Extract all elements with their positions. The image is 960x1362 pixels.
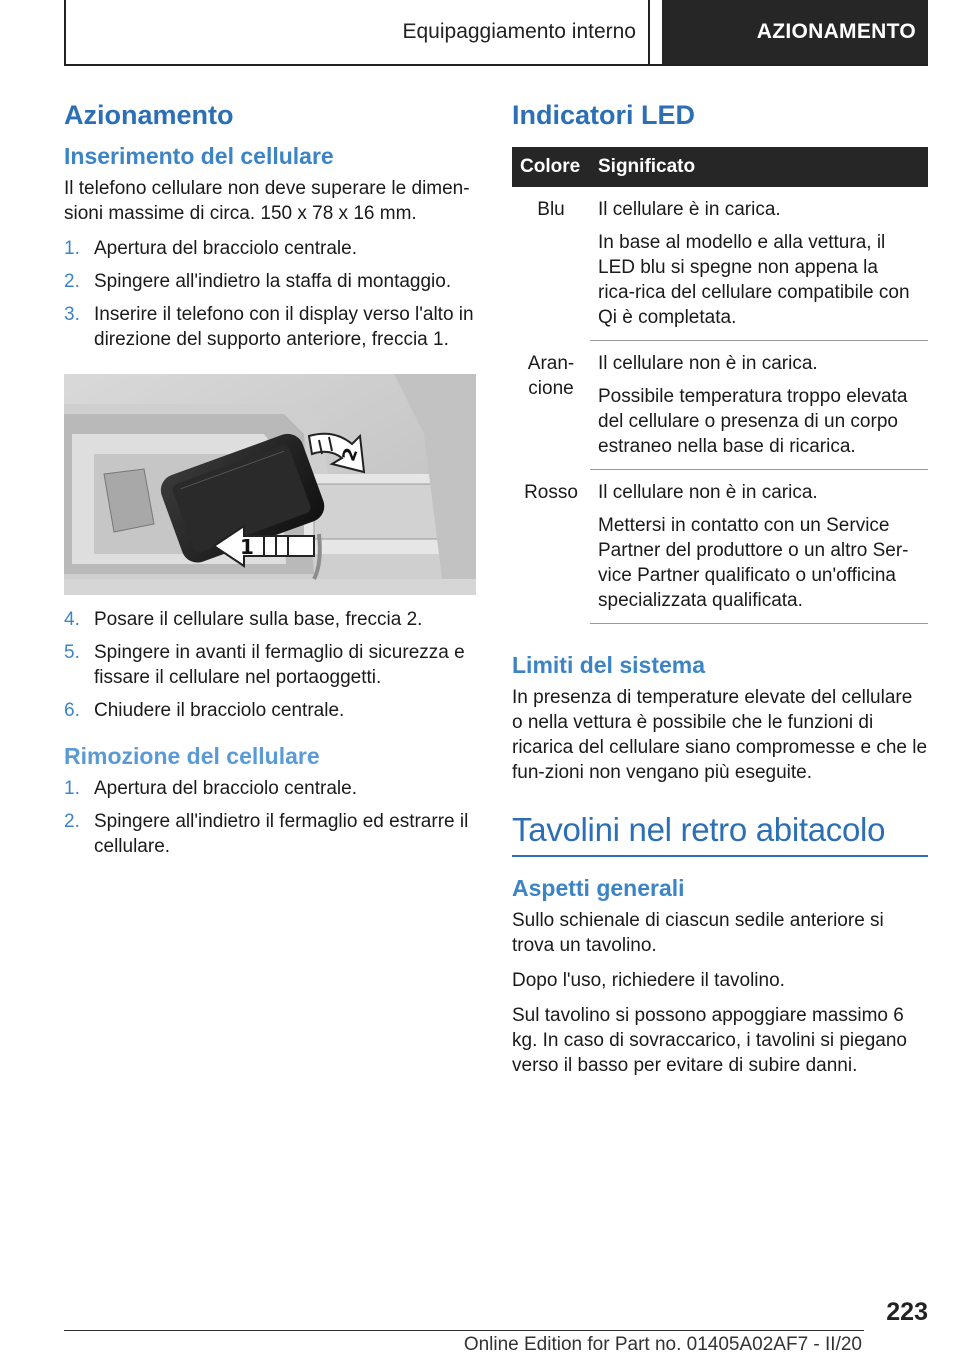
column-header-significato: Significato [590, 147, 928, 187]
led-color: Aran- cione [527, 352, 575, 399]
led-meaning: Il cellulare non è in carica. Mettersi in contatto con un Service Partner del produttore o un altro Ser-vice Partner qualificato o un'officina specializzata qualificata. [590, 470, 928, 624]
right-column [512, 100, 928, 1088]
left-column [64, 100, 476, 869]
led-meaning: Il cellulare non è in carica. Possibile temperatura troppo elevata del cellulare o presenza di un corpo estraneo nella base di ricarica. [590, 341, 928, 470]
led-meaning: Il cellulare è in carica. In base al modello e alla vettura, il LED blu si spegne non appena la rica-rica del cellulare compatibile con Qi è completata. [590, 187, 928, 341]
footer-rule [64, 1330, 864, 1331]
chapter-title-tavolini: Tavolini nel retro abitacolo [512, 811, 928, 857]
svg-text:2: 2 [338, 445, 363, 465]
header-chapter-title: AZIONAMENTO [662, 0, 928, 64]
header-mid-rule [648, 0, 650, 66]
list-item: 6. Chiudere il bracciolo centrale. [64, 700, 345, 721]
list-item: 1. Apertura del bracciolo centrale. [64, 238, 357, 259]
table-row [512, 341, 928, 470]
section-title-azionamento: Azionamento [64, 100, 234, 130]
heading-limiti: Limiti del sistema [512, 652, 706, 678]
page-number: 223 [886, 1298, 928, 1326]
column-header-colore: Colore [512, 147, 590, 187]
footer-edition: Online Edition for Part no. 01405A02AF7 - II/20 [463, 1334, 862, 1355]
led-table [512, 147, 928, 624]
list-item: 5. Spingere in avanti il fermaglio di sicurezza e fissare il cellulare nel portaoggetti. [64, 642, 465, 688]
list-item: 1. Apertura del bracciolo centrale. [64, 778, 357, 799]
heading-aspetti: Aspetti generali [512, 875, 685, 901]
heading-inserimento: Inserimento del cellulare [64, 143, 334, 169]
general-paragraph: Sullo schienale di ciascun sedile anteriore si trova un tavolino. [512, 910, 884, 956]
heading-rimozione: Rimozione del cellulare [64, 743, 320, 769]
list-item: 3. Inserire il telefono con il display verso l'alto in direzione del supporto anteriore, freccia 1. [64, 304, 474, 350]
table-row [512, 187, 928, 341]
svg-text:1: 1 [240, 535, 254, 559]
table-header-row [512, 147, 928, 187]
general-paragraph: Sul tavolino si possono appoggiare massimo 6 kg. In caso di sovraccarico, i tavolini si piegano verso il basso per evitare di subire danni. [512, 1005, 907, 1076]
header-rule [64, 64, 928, 66]
header-section-title: Equipaggiamento interno [402, 20, 636, 43]
general-paragraph: Dopo l'uso, richiedere il tavolino. [512, 970, 785, 991]
section-title-led: Indicatori LED [512, 100, 696, 130]
list-item: 4. Posare il cellulare sulla base, freccia 2. [64, 609, 423, 630]
table-row [512, 470, 928, 624]
led-color: Blu [537, 199, 565, 220]
phone-insertion-illustration [64, 374, 476, 595]
list-item: 2. Spingere all'indietro la staffa di montaggio. [64, 271, 452, 292]
insert-steps-list-b [64, 607, 476, 723]
phone-insertion-figure [64, 374, 476, 595]
insert-steps-list-a [64, 236, 476, 352]
list-item: 2. Spingere all'indietro il fermaglio ed estrarre il cellulare. [64, 811, 469, 857]
intro-paragraph: Il telefono cellulare non deve superare le dimen- sioni massime di circa. 150 x 78 x 16 mm. [64, 178, 470, 224]
remove-steps-list [64, 776, 476, 859]
limits-paragraph: In presenza di temperature elevate del cellulare o nella vettura è possibile che le funzioni di ricarica del cellulare siano compromesse e che le fun-zioni non vengano più eseguite. [512, 687, 928, 783]
led-color: Rosso [524, 481, 578, 503]
